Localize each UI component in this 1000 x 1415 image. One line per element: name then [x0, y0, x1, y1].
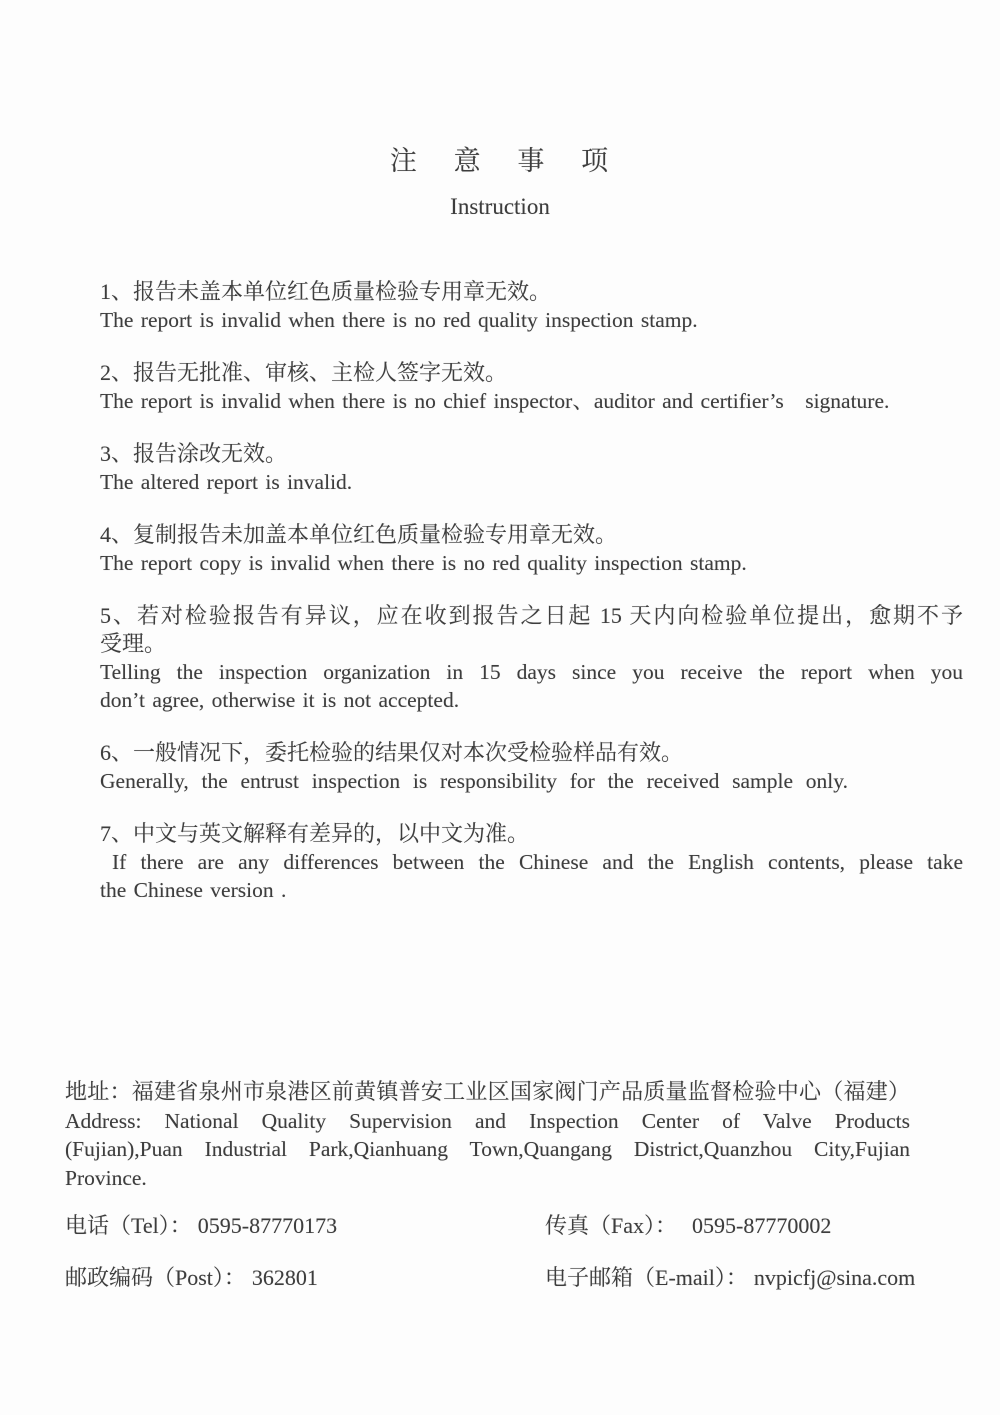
instruction-item-7	[100, 820, 963, 904]
item-6-en: Generally, the entrust inspection is responsibility for the received sample only.	[100, 769, 848, 793]
address-en-line-1: Address: National Quality Supervision and Inspection Center of Valve Products	[65, 1108, 910, 1133]
item-2-zh: 2、报告无批准、审核、主检人签字无效。	[100, 360, 508, 385]
contacts	[65, 1213, 1000, 1291]
address-en-line-3: Province.	[65, 1165, 147, 1190]
item-4-zh: 4、复制报告未加盖本单位红色质量检验专用章无效。	[100, 522, 618, 547]
item-6-zh: 6、一般情况下，委托检验的结果仅对本次受检验样品有效。	[100, 740, 684, 765]
item-4-en: The report copy is invalid when there is no red quality inspection stamp.	[100, 551, 747, 575]
contact-row-1	[65, 1213, 1000, 1239]
instruction-item-1	[100, 278, 963, 334]
instruction-item-5	[100, 602, 963, 714]
instruction-item-2	[100, 359, 963, 415]
post-value: 362801	[251, 1265, 318, 1290]
item-2-en: The report is invalid when there is no chief inspector、auditor and certifier’s signature.	[100, 389, 890, 413]
item-1-en: The report is invalid when there is no red quality inspection stamp.	[100, 308, 698, 332]
tel-field	[65, 1213, 545, 1239]
email-label: 电子邮箱（E-mail）：	[545, 1265, 748, 1290]
post-label: 邮政编码（Post）：	[65, 1265, 246, 1290]
instruction-item-6	[100, 739, 963, 795]
item-3-zh: 3、报告涂改无效。	[100, 441, 288, 466]
item-3-en: The altered report is invalid.	[100, 470, 353, 494]
address-zh: 地址：福建省泉州市泉港区前黄镇普安工业区国家阀门产品质量监督检验中心（福建）	[65, 1079, 910, 1104]
item-5-zh-line-1: 5、若对检验报告有异议，应在收到报告之日起 15 天内向检验单位提出，愈期不予	[100, 603, 963, 628]
instruction-item-4	[100, 521, 963, 577]
item-5-zh-line-2: 受理。	[100, 631, 167, 656]
fax-label: 传真（Fax）：	[545, 1213, 678, 1238]
doc-title-zh: 注 意 事 项	[389, 146, 611, 176]
item-5-en-line-2: don’t agree, otherwise it is not accepted.	[100, 688, 460, 712]
email-value: nvpicfj@sina.com	[753, 1265, 916, 1290]
instruction-item-3	[100, 440, 963, 496]
fax-value: 0595-87770002	[692, 1213, 832, 1238]
email-field	[545, 1265, 915, 1291]
contact-row-2	[65, 1265, 1000, 1291]
instructions-list	[100, 278, 963, 904]
address-block	[65, 1078, 910, 1192]
item-7-en-line-1: If there are any differences between the Chinese and the English contents, please take	[112, 850, 963, 874]
item-7-zh: 7、中文与英文解释有差异的，以中文为准。	[100, 821, 530, 846]
tel-label: 电话（Tel）：	[65, 1213, 192, 1238]
address-en-line-2: (Fujian),Puan Industrial Park,Qianhuang Town,Quangang District,Quanzhou City,Fujian	[65, 1137, 910, 1161]
item-1-zh: 1、报告未盖本单位红色质量检验专用章无效。	[100, 279, 552, 304]
fax-field	[545, 1213, 831, 1239]
post-field	[65, 1265, 545, 1291]
tel-value: 0595-87770173	[197, 1213, 338, 1238]
item-7-en-line-2: the Chinese version .	[100, 878, 287, 902]
item-5-en-line-1: Telling the inspection organization in 15 days since you receive the report when you	[100, 660, 963, 684]
doc-title-en: Instruction	[450, 194, 550, 219]
